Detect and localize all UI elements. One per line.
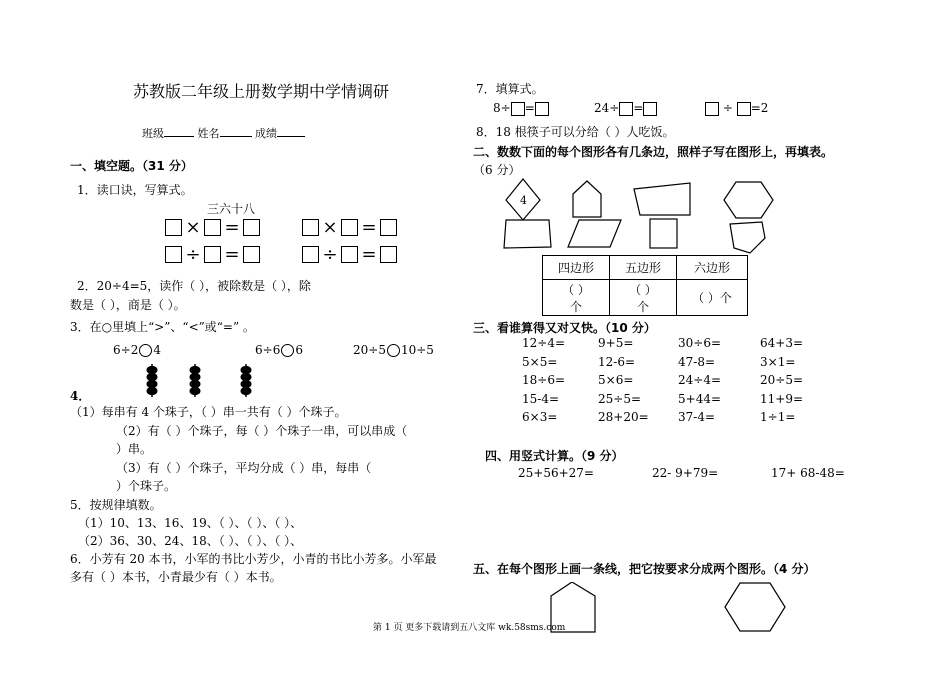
table-cell[interactable]: （ ） 个 bbox=[543, 280, 610, 316]
calc-item: 1÷1= bbox=[760, 410, 796, 424]
q1-row2-left: ÷ = bbox=[165, 246, 260, 263]
q1-row2-right: ÷ = bbox=[302, 246, 397, 263]
section5-heading: 五、在每个图形上画一条线，把它按要求分成两个图形。（4 分） bbox=[473, 562, 816, 576]
q5-line2: （2）36、30、24、18、（ ）、（ ）、（ ）、 bbox=[78, 534, 303, 548]
calc-item: 6×3= bbox=[522, 410, 558, 424]
q1-row1-right: × = bbox=[302, 219, 397, 236]
sec5-shapes bbox=[540, 582, 840, 662]
pentagon-shape bbox=[504, 220, 551, 248]
section1-heading: 一、填空题。（31 分） bbox=[70, 159, 193, 173]
q6-line2: 多有（ ）本书，小青最少有（ ）本书。 bbox=[70, 570, 282, 584]
vertical-calc-item: 17+ 68-48= bbox=[771, 466, 845, 480]
class-label: 班级 bbox=[142, 127, 164, 140]
calc-item: 5×6= bbox=[598, 373, 634, 387]
shape-count-table bbox=[542, 255, 748, 316]
vertical-calc-item: 25+56+27= bbox=[518, 466, 594, 480]
bead-string bbox=[241, 364, 251, 397]
table-cell[interactable]: （ ）个 bbox=[677, 280, 748, 316]
table-header: 五边形 bbox=[610, 256, 677, 280]
calc-item: 3×1= bbox=[760, 354, 796, 369]
diamond-label: 4 bbox=[520, 194, 527, 207]
q7-expr-a: 8÷ = bbox=[493, 101, 549, 116]
calc-item: 20÷5= bbox=[760, 373, 804, 387]
calc-item: 47-8= bbox=[678, 354, 716, 369]
calc-item: 28+20= bbox=[598, 410, 649, 424]
section2-heading: 二、数数下面的每个图形各有几条边，照样子写在图形上，再填表。 bbox=[473, 145, 834, 159]
page-title: 苏教版二年级上册数学期中学情调研 bbox=[133, 82, 390, 101]
calc-item: 11+9= bbox=[760, 391, 804, 406]
compare-circle[interactable] bbox=[281, 344, 294, 357]
q3-compare-c: 20÷5 10÷5 bbox=[353, 343, 434, 357]
q2-line1: 2．20÷4=5，读作（ ），被除数是（ ），除 bbox=[77, 279, 311, 293]
calc-item: 5+44= bbox=[678, 391, 722, 406]
section2-points: （6 分） bbox=[473, 163, 521, 177]
calc-item: 5×5= bbox=[522, 354, 558, 369]
page-footer: 第 1 页 更多下载请到五八文库 wk.58sms.com bbox=[373, 623, 566, 633]
calc-item: 64+3= bbox=[760, 336, 804, 350]
q7-expr-c: ÷ =2 bbox=[705, 101, 768, 116]
q4-label: 4． bbox=[70, 389, 91, 403]
bead-string bbox=[190, 364, 200, 397]
calc-item: 9+5= bbox=[598, 336, 634, 350]
compare-circle[interactable] bbox=[139, 344, 152, 357]
q5-line1: （1）10、13、16、19、（ ）、（ ）、（ ）、 bbox=[78, 516, 303, 530]
compare-circle[interactable] bbox=[387, 344, 400, 357]
bead-strings-image bbox=[140, 364, 270, 398]
section3-heading: 三、看谁算得又对又快。（10 分） bbox=[473, 321, 656, 335]
vertical-calc-item: 22- 9+79= bbox=[652, 466, 719, 480]
table-header: 四边形 bbox=[543, 256, 610, 280]
q7-label: 7．填算式。 bbox=[476, 82, 544, 96]
q2-line2: 数是（ ），商是（ ）。 bbox=[70, 298, 186, 312]
table-header: 六边形 bbox=[677, 256, 748, 280]
calc-item: 37-4= bbox=[678, 410, 716, 424]
calc-item: 30÷6= bbox=[678, 336, 722, 350]
q7-expr-b: 24÷ = bbox=[594, 101, 657, 116]
hexagon-shape bbox=[724, 182, 773, 218]
q1-label: 1．读口诀，写算式。 bbox=[77, 183, 193, 197]
sec2-shapes bbox=[500, 176, 800, 256]
calc-item: 18÷6= bbox=[522, 373, 566, 387]
calc-item: 24÷4= bbox=[678, 373, 722, 387]
q3-compare-a: 6÷2 4 bbox=[113, 343, 161, 357]
q4-line1: （1）每串有 4 个珠子，（ ）串一共有（ ）个珠子。 bbox=[70, 405, 347, 419]
table-cell[interactable]: （ ） 个 bbox=[610, 280, 677, 316]
q1-rhyme: 三六十八 bbox=[207, 202, 256, 216]
calc-item: 12-6= bbox=[598, 354, 636, 369]
square-shape bbox=[650, 219, 677, 248]
calc-item: 25÷5= bbox=[598, 391, 642, 406]
bead-string bbox=[147, 364, 157, 397]
q3-compare-b: 6÷6 6 bbox=[255, 343, 303, 357]
q4-line3: ）串。 bbox=[116, 442, 153, 456]
trapezoid-shape bbox=[634, 183, 690, 215]
calc-item: 12÷4= bbox=[522, 336, 566, 350]
pentagon-shape bbox=[730, 222, 765, 253]
score-label: 成绩 bbox=[255, 127, 277, 140]
pentagon-house-shape bbox=[573, 181, 601, 217]
q4-line5: ）个珠子。 bbox=[116, 479, 177, 493]
q4-line4: （3）有（ ）个珠子，平均分成（ ）串，每串（ bbox=[116, 461, 372, 475]
q1-row1-left: × = bbox=[165, 219, 260, 236]
q4-line2: （2）有（ ）个珠子，每（ ）个珠子一串，可以串成（ bbox=[116, 424, 408, 438]
q5-label: 5．按规律填数。 bbox=[70, 498, 162, 512]
calc-item: 15-4= bbox=[522, 391, 560, 406]
q3-label: 3．在○里填上“>”、“<”或“=” 。 bbox=[70, 320, 255, 334]
section4-heading: 四、用竖式计算。（9 分） bbox=[485, 449, 624, 463]
q8-text: 8．18 根筷子可以分给（ ）人吃饭。 bbox=[476, 125, 675, 139]
q6-line1: 6．小芳有 20 本书，小军的书比小芳少，小青的书比小芳多。小军最 bbox=[70, 552, 437, 566]
hexagon-shape bbox=[725, 583, 785, 631]
name-label: 姓名 bbox=[197, 127, 220, 140]
parallelogram-shape bbox=[568, 220, 621, 247]
student-info bbox=[142, 125, 305, 141]
